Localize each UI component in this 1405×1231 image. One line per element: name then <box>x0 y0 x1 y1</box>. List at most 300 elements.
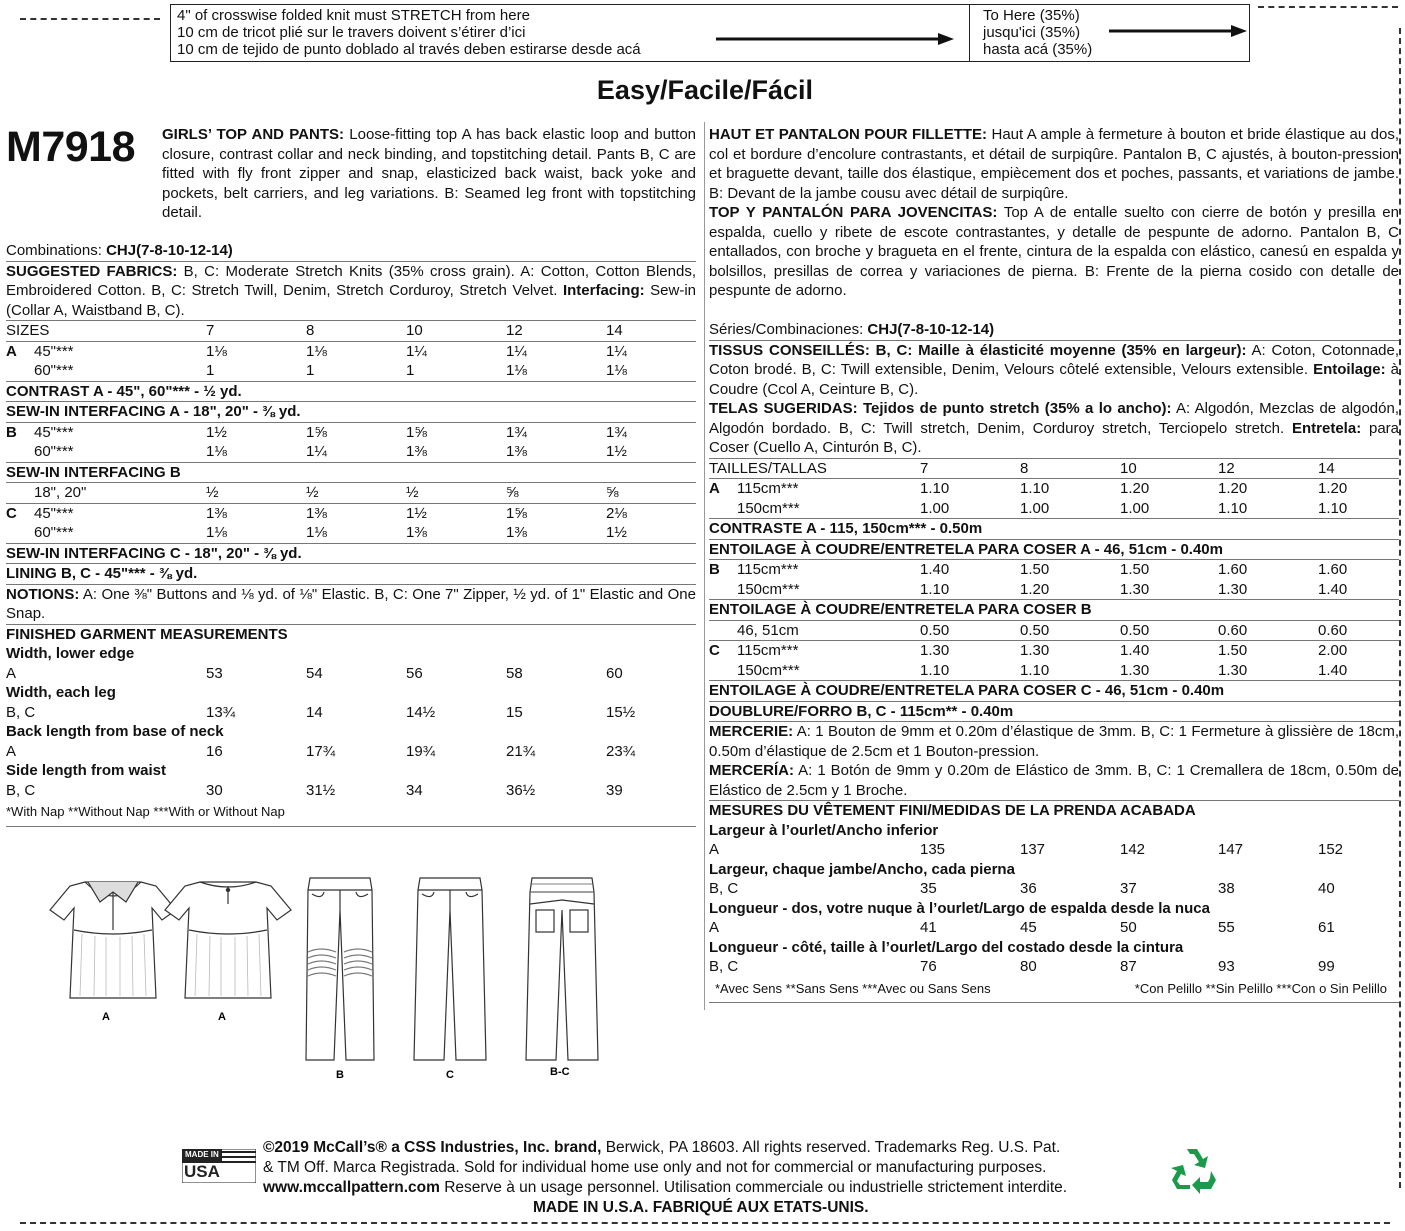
measurement-cell: 93 <box>1218 958 1235 975</box>
yardage-cell: 1⅛ <box>306 524 327 541</box>
yardage-cell: 1¼ <box>306 443 327 460</box>
fabric-width: 150cm*** <box>737 580 800 598</box>
yardage-cell: 1⅜ <box>406 524 427 541</box>
measurement-cell: 38 <box>1218 880 1235 897</box>
top-a-back-sketch <box>165 882 291 998</box>
fabric-width: 150cm*** <box>737 499 800 517</box>
measurement-cell: 14½ <box>406 703 436 721</box>
yardage-cell: 1⅝ <box>306 423 327 441</box>
fr-sizes-label: TAILLES/TALLAS <box>709 459 827 477</box>
view-letter: A <box>709 480 720 497</box>
yardage-cell: ½ <box>206 484 219 501</box>
measurement-cell: 40 <box>1318 880 1335 897</box>
size-cell: 7 <box>206 322 215 339</box>
yardage-cell: 0.60 <box>1318 621 1348 639</box>
stretch-divider <box>969 5 970 61</box>
yardage-cell: 1.20 <box>1020 580 1050 598</box>
yardage-cell: 1.50 <box>1020 561 1050 578</box>
fabrics-label: SUGGESTED FABRICS: <box>6 262 178 280</box>
yardage-cell: 1⅜ <box>506 443 527 460</box>
yardage-cell: 1.30 <box>1218 580 1248 598</box>
stretch-arrow-left <box>716 31 956 47</box>
sizes-header-row <box>6 321 696 341</box>
measurement-view: B, C <box>709 958 739 975</box>
measurement-label: Largeur, chaque jambe/Ancho, cada pierna <box>709 860 1015 878</box>
yardage-row <box>6 361 696 382</box>
yardage-cell: 1.20 <box>1218 480 1248 497</box>
measurement-cell: 39 <box>606 781 623 799</box>
measurement-view: A <box>709 841 720 858</box>
yardage-table <box>6 342 696 585</box>
yardage-row-head <box>6 361 206 381</box>
measurement-row <box>6 781 696 801</box>
measurement-cell: 54 <box>306 664 323 682</box>
yardage-row-head <box>6 442 206 462</box>
measurement-cell: 17¾ <box>306 742 336 760</box>
yardage-row-head <box>709 661 920 681</box>
view-letter <box>709 661 737 681</box>
french-spanish-column <box>709 125 1399 1003</box>
yardage-cell: 1.30 <box>1120 661 1150 679</box>
yardage-cell: 1⅝ <box>406 423 427 441</box>
size-cell: 10 <box>406 322 423 339</box>
yardage-line: LINING B, C - 45"*** - ⅜ yd. <box>6 564 696 585</box>
yardage-cell: 1.30 <box>920 642 950 659</box>
view-letter <box>709 580 737 600</box>
top-a-front-sketch <box>50 882 176 998</box>
fr-description-text: Haut A ample à fermeture à bouton et bride élastique au dos, col et bordure d’encolure contrastants, et détail de surpiqûre. Pantalon B, C ajustés, à bouton-pression et braguette devant, taille dos élastique, empiècement dos et poches, passants, et variations de jambe. B: Devant de la jambe cousu avec détail de surpiqûre. <box>709 126 1400 202</box>
yardage-row <box>709 641 1399 661</box>
measurement-cell: 61 <box>1318 919 1335 936</box>
yardage-line: DOUBLURE/FORRO B, C - 115cm** - 0.40m <box>709 702 1399 723</box>
yardage-cell: 1½ <box>206 423 227 441</box>
yardage-cell: 1.10 <box>1318 499 1348 517</box>
cut-line-top-left <box>20 18 160 20</box>
yardage-cell: 1⅜ <box>306 504 327 522</box>
yardage-cell: 1.00 <box>1020 499 1050 517</box>
measurement-cell: 80 <box>1020 958 1037 975</box>
stretch-gauge <box>170 4 1250 62</box>
fr-fabrics-label: TISSUS CONSEILLÉS: <box>709 341 870 359</box>
measurements-title: FINISHED GARMENT MEASUREMENTS <box>6 625 288 643</box>
yardage-row-head <box>6 504 206 524</box>
notions <box>6 585 696 624</box>
measurement-row <box>6 742 696 762</box>
measurement-cell: 35 <box>920 880 937 897</box>
measurement-cell: 15½ <box>606 703 636 721</box>
divider <box>6 826 696 827</box>
sketch-label-a-back: A <box>218 1011 226 1023</box>
yardage-cell: 1.40 <box>1318 661 1348 679</box>
yardage-line: ENTOILAGE À COUDRE/ENTRETELA PARA COSER B <box>709 600 1399 621</box>
measurement-cell: 55 <box>1218 919 1235 936</box>
to-here-fr: jusqu'ici (35%) <box>983 24 1081 41</box>
yardage-cell: 1.10 <box>1218 499 1248 517</box>
measurement-view: A <box>709 919 720 936</box>
fabric-width: 150cm*** <box>737 661 800 679</box>
measurement-cell: 58 <box>506 664 523 682</box>
yardage-line: CONTRAST A - 45", 60"*** - ½ yd. <box>6 382 696 403</box>
view-letter: C <box>709 642 720 659</box>
fr-combinations-label: Séries/Combinaciones: <box>709 321 864 338</box>
yardage-row-head <box>6 423 206 443</box>
yardage-cell: 1.20 <box>1318 480 1348 497</box>
yardage-cell: 1⅛ <box>206 524 227 541</box>
to-here-es: hasta acá (35%) <box>983 41 1093 58</box>
measurement-label: Side length from waist <box>6 762 167 779</box>
size-cell: 8 <box>1020 459 1029 477</box>
yardage-cell: 1.60 <box>1218 561 1248 578</box>
es-notions-text: A: 1 Botón de 9mm y 0.20m de Elástico de 3mm. B, C: 1 Cremallera de 18cm, 0.50m de Elástico de 2.5cm y 1 Broche. <box>709 762 1399 799</box>
combinations-label: Combinations: <box>6 242 102 259</box>
pants-b-sketch <box>306 878 374 1060</box>
es-notions-label: MERCERÍA: <box>709 762 794 779</box>
measurement-row <box>709 840 1399 860</box>
measurement-cell: 135 <box>920 841 946 858</box>
garment-sketches <box>40 870 640 1085</box>
yardage-row-head <box>709 499 920 519</box>
measurement-cell: 53 <box>206 664 223 682</box>
yardage-row <box>6 483 696 504</box>
usa-label: USA <box>184 1162 220 1181</box>
yardage-cell: 1.30 <box>1020 642 1050 659</box>
yardage-cell: 1⅛ <box>206 342 227 360</box>
yardage-cell: 1.60 <box>1318 561 1348 578</box>
stretch-gauge-text <box>177 7 641 58</box>
to-here-en: To Here (35%) <box>983 7 1080 24</box>
fr-sizes-header-row <box>709 459 1399 479</box>
size-cell: 12 <box>506 322 523 339</box>
yardage-cell: 1⅝ <box>506 504 527 522</box>
fr-measurements-title: MESURES DU VÊTEMENT FINI/MEDIDAS DE LA PRENDA ACABADA <box>709 802 1196 819</box>
view-letter <box>6 523 34 543</box>
yardage-cell: 1.40 <box>1318 580 1348 598</box>
stretch-line-fr: 10 cm de tricot plié sur le travers doivent s’étirer d’ici <box>177 24 526 41</box>
yardage-cell: 1.10 <box>1020 661 1050 679</box>
cut-line-top-right <box>1258 6 1398 8</box>
yardage-line: SEW-IN INTERFACING C - 18", 20" - ⅜ yd. <box>6 544 696 565</box>
yardage-row-head <box>6 523 206 543</box>
measurement-cell: 41 <box>920 919 937 936</box>
yardage-cell: 1.50 <box>1218 642 1248 659</box>
measurement-row <box>6 664 696 684</box>
fabric-width: 60"*** <box>34 524 74 541</box>
es-interfacing-label: Entretela: <box>1292 419 1362 437</box>
measurement-cell: 87 <box>1120 958 1137 975</box>
nap-note: *With Nap **Without Nap ***With or Without Nap <box>6 804 285 819</box>
to-here-text <box>983 7 1092 58</box>
view-letter <box>709 499 737 519</box>
notions-text: A: One ⅜" Buttons and ⅛ yd. of ⅛" Elastic. B, C: One 7" Zipper, ½ yd. of 1" Elastic and One Snap. <box>6 585 696 622</box>
yardage-cell: 1½ <box>606 443 627 460</box>
yardage-cell: 2⅛ <box>606 504 627 522</box>
fr-interfacing-label: Entoilage: <box>1313 361 1386 378</box>
fabric-width: 115cm*** <box>737 480 799 497</box>
measurement-cell: 50 <box>1120 919 1137 936</box>
measurement-cell: 37 <box>1120 880 1137 897</box>
yardage-cell: 1⅛ <box>606 362 627 379</box>
interfacing-label: Interfacing: <box>562 282 645 299</box>
website-link[interactable]: www.mccallpattern.com <box>263 1179 440 1196</box>
yardage-row <box>6 504 696 524</box>
fr-measurements-table <box>709 821 1399 977</box>
measurement-label: Longueur - dos, votre nuque à l’ourlet/Largo de espalda desde la nuca <box>709 899 1210 917</box>
cut-line-right <box>1399 28 1401 1188</box>
yardage-row-head <box>709 641 920 661</box>
measurement-cell: 36½ <box>506 781 536 799</box>
measurement-row <box>709 918 1399 938</box>
copyright-bold: ©2019 McCall’s® a CSS Industries, Inc. brand, <box>263 1139 602 1156</box>
stretch-line-en: 4" of crosswise folded knit must STRETCH from here <box>177 7 530 24</box>
measurement-label: Width, lower edge <box>6 645 135 662</box>
yardage-cell: 1⅛ <box>506 362 527 379</box>
yardage-cell: 1.20 <box>1120 480 1150 497</box>
footer-line-3 <box>263 1178 1067 1198</box>
measurement-cell: 21¾ <box>506 742 536 760</box>
footer-line-2: & TM Off. Marca Registrada. Sold for individual home use only and not for commercial or manufacturing purposes. <box>263 1159 1047 1176</box>
yardage-cell: 1⅜ <box>406 443 427 460</box>
fr-notions-label: MERCERIE: <box>709 723 794 740</box>
view-letter: B <box>709 561 720 578</box>
interfacing-text: Sew-in (Collar A, Waistband B, C). <box>6 282 696 319</box>
size-cell: 12 <box>1218 459 1235 477</box>
measurement-view: B, C <box>709 880 739 897</box>
es-fabrics-text: A: Algodón, Mezclas de algodón, Algodón bordado. B, C: Twill stretch, Denim, Corduroy stretch, Terciopelo stretch. <box>709 400 1400 437</box>
measurement-cell: 45 <box>1020 919 1037 936</box>
yardage-cell: 0.50 <box>920 621 950 639</box>
size-cell: 7 <box>920 459 929 477</box>
fabric-width: 45"*** <box>34 342 74 360</box>
yardage-cell: 1¾ <box>606 423 627 441</box>
yardage-cell: ½ <box>406 484 419 501</box>
yardage-row <box>709 621 1399 642</box>
yardage-cell: 1⅛ <box>206 443 227 460</box>
yardage-cell: 1½ <box>406 504 427 522</box>
yardage-cell: 1.10 <box>920 480 950 497</box>
measurement-row <box>6 703 696 723</box>
yardage-row <box>6 342 696 362</box>
view-letter <box>709 621 737 641</box>
yardage-line: ENTOILAGE À COUDRE/ENTRETELA PARA COSER A - 46, 51cm - 0.40m <box>709 540 1399 561</box>
measurement-cell: 19¾ <box>406 742 436 760</box>
stretch-line-es: 10 cm de tejido de punto doblado al través deben estirarse desde acá <box>177 41 641 58</box>
fr-notions <box>709 722 1399 761</box>
measurement-label: Width, each leg <box>6 684 116 701</box>
fr-fabrics-text: A: Coton, Cotonnade, Coton brodé. B, C: Twill extensible, Denim, Velours côtelé extensible, Velours extensible. <box>709 341 1400 378</box>
yardage-cell: 1¼ <box>406 342 427 360</box>
yardage-cell: ½ <box>306 484 319 501</box>
yardage-cell: 1.00 <box>1120 499 1150 517</box>
es-fabrics <box>709 399 1399 458</box>
yardage-cell: 0.60 <box>1218 621 1248 639</box>
divider <box>709 1002 1399 1003</box>
measurement-cell: 23¾ <box>606 742 636 760</box>
yardage-row-head <box>6 342 206 362</box>
made-in-usa-badge <box>182 1149 256 1183</box>
yardage-row <box>6 423 696 443</box>
difficulty-title: Easy/Facile/Fácil <box>596 75 814 105</box>
view-letter <box>6 442 34 462</box>
yardage-cell: 1⅜ <box>206 504 227 522</box>
footer-line-1 <box>263 1138 1067 1158</box>
fr-nap-notes <box>709 977 1399 999</box>
yardage-line: CONTRASTE A - 115, 150cm*** - 0.50m <box>709 519 1399 540</box>
es-fabrics-bold: Tejidos de punto stretch (35% a lo ancho): <box>862 400 1172 417</box>
english-description-text: Loose-fitting top A has back elastic loop and button closure, contrast collar and neck binding, and topstitching detail. Pants B, C are fitted with fly front zipper and snap, elasticized back waist, back yoke and pockets, belt carriers, and leg variations. B: Seamed leg front with topstitching detail. <box>162 126 696 221</box>
fr-fabrics <box>709 341 1399 400</box>
yardage-row-head <box>709 560 920 580</box>
sizes-label: SIZES <box>6 322 50 339</box>
yardage-cell: ⅝ <box>506 484 519 501</box>
yardage-cell: 1 <box>406 362 415 379</box>
measurement-cell: 152 <box>1318 841 1344 858</box>
fabric-width: 115cm*** <box>737 561 799 578</box>
yardage-cell: 2.00 <box>1318 642 1348 659</box>
es-nap-note: *Con Pelillo **Sin Pelillo ***Con o Sin Pelillo <box>1134 980 1387 996</box>
view-letter: A <box>6 342 17 360</box>
measurement-row <box>709 957 1399 977</box>
fabric-width: 45"*** <box>34 504 74 522</box>
size-cell: 14 <box>1318 459 1335 477</box>
footer-line-3-rest: Reserve à un usage personnel. Utilisation commerciale ou industrielle strictement interdite. <box>444 1179 1068 1196</box>
yardage-row <box>709 479 1399 499</box>
fr-nap-note: *Avec Sens **Sans Sens ***Avec ou Sans Sens <box>715 980 991 996</box>
es-notions <box>709 761 1399 800</box>
measurement-label: Largeur à l’ourlet/Ancho inferior <box>709 821 939 839</box>
measurement-cell: 60 <box>606 664 623 682</box>
measurement-label: Back length from base of neck <box>6 723 224 740</box>
measurement-cell: 137 <box>1020 841 1046 858</box>
measurement-cell: 30 <box>206 781 223 799</box>
yardage-cell: ⅝ <box>606 484 619 501</box>
yardage-row <box>709 661 1399 682</box>
yardage-line: ENTOILAGE À COUDRE/ENTRETELA PARA COSER C - 46, 51cm - 0.40m <box>709 681 1399 702</box>
yardage-row-head <box>6 483 206 503</box>
yardage-cell: 1.40 <box>1120 642 1150 659</box>
suggested-fabrics <box>6 262 696 321</box>
es-interfacing-text: para Coser (Cuello A, Cinturón B, C). <box>709 419 1400 456</box>
english-title: GIRLS’ TOP AND PANTS: <box>162 126 344 143</box>
fabric-width: 60"*** <box>34 443 74 460</box>
measurements-table <box>6 644 696 800</box>
yardage-cell: 1.30 <box>1120 580 1150 598</box>
yardage-row <box>709 560 1399 580</box>
sketch-label-bc: B-C <box>550 1066 570 1078</box>
yardage-cell: 1.00 <box>920 499 950 517</box>
copyright-rest: Berwick, PA 18603. All rights reserved. Trademarks Reg. U.S. Pat. <box>605 1139 1061 1156</box>
fabric-width: 46, 51cm <box>737 621 799 639</box>
yardage-cell: 1 <box>306 362 315 379</box>
yardage-cell: 1¼ <box>506 342 527 360</box>
es-title: TOP Y PANTALÓN PARA JOVENCITAS: <box>709 204 998 221</box>
size-cell: 10 <box>1120 459 1137 477</box>
measurement-cell: 147 <box>1218 841 1244 858</box>
yardage-row-head <box>709 580 920 600</box>
spanish-description <box>709 203 1399 301</box>
fr-yardage-table <box>709 479 1399 722</box>
english-column <box>6 241 696 827</box>
fr-combinations-value: CHJ(7-8-10-12-14) <box>867 321 995 338</box>
yardage-cell: 1¾ <box>506 423 527 441</box>
yardage-line: SEW-IN INTERFACING B <box>6 463 696 484</box>
yardage-cell: 1.10 <box>1020 480 1050 497</box>
recycle-icon <box>1167 1141 1223 1197</box>
yardage-cell: 1⅜ <box>506 524 527 541</box>
measurement-cell: 36 <box>1020 880 1037 897</box>
measurement-cell: 76 <box>920 958 937 975</box>
stretch-arrow-right <box>1109 23 1249 39</box>
english-description <box>162 125 696 223</box>
spacer <box>709 301 1399 321</box>
fr-fabrics-bold: B, C: Maille à élasticité moyenne (35% en largeur): <box>875 341 1247 359</box>
measurement-label: Longueur - côté, taille à l’ourlet/Largo del costado desde la cintura <box>709 938 1184 956</box>
measurement-cell: 13¾ <box>206 703 236 721</box>
view-letter: B <box>6 423 17 441</box>
yardage-cell: 1¼ <box>606 342 627 360</box>
yardage-cell: 1.10 <box>920 661 950 679</box>
footer-copyright <box>263 1138 1067 1218</box>
pants-c-sketch <box>414 878 486 1060</box>
yardage-row <box>709 580 1399 601</box>
fabric-width: 45"*** <box>34 423 74 441</box>
measurement-cell: 15 <box>506 703 523 721</box>
yardage-cell: 1.10 <box>920 580 950 598</box>
measurement-view: A <box>6 742 17 760</box>
view-letter: C <box>6 504 17 522</box>
yardage-cell: 0.50 <box>1020 621 1050 639</box>
combinations-line <box>6 241 696 261</box>
yardage-cell: 1.40 <box>920 561 950 578</box>
fr-combinations-line <box>709 320 1399 340</box>
made-in-usa-line: MADE IN U.S.A. FABRIQUÉ AUX ETATS-UNIS. <box>533 1199 869 1216</box>
measurement-cell: 142 <box>1120 841 1146 858</box>
yardage-cell: 1 <box>206 362 215 379</box>
yardage-row <box>6 523 696 544</box>
sketch-label-c: C <box>446 1069 454 1081</box>
view-letter <box>6 483 34 503</box>
measurement-cell: 34 <box>406 781 423 799</box>
pattern-number: M7918 <box>6 123 135 171</box>
measurement-row <box>709 879 1399 899</box>
measurement-cell: 14 <box>306 703 323 721</box>
measurement-cell: 16 <box>206 742 223 760</box>
french-description <box>709 125 1399 203</box>
measurement-cell: 99 <box>1318 958 1335 975</box>
fabrics-text: B, C: Moderate Stretch Knits (35% cross grain). A: Cotton, Cotton Blends, Embroidered Cotton. B, C: Stretch Twill, Denim, Stretch Corduroy, Stretch Velvet. <box>6 262 696 299</box>
made-in-label: MADE IN <box>185 1150 219 1159</box>
fr-notions-text: A: 1 Bouton de 9mm et 0.20m d’élastique de 3mm. B, C: 1 Fermeture à glissière de 18cm, 0.50m d’élastique de 2.5cm et 1 Bouton-pression. <box>709 723 1399 760</box>
sketch-label-a-front: A <box>102 1011 110 1023</box>
yardage-cell: 1⅛ <box>306 342 327 360</box>
yardage-line: SEW-IN INTERFACING A - 18", 20" - ⅜ yd. <box>6 402 696 423</box>
fr-title: HAUT ET PANTALON POUR FILLETTE: <box>709 126 988 143</box>
fabric-width: 115cm*** <box>737 642 799 659</box>
measurement-cell: 56 <box>406 664 423 682</box>
yardage-cell: 0.50 <box>1120 621 1150 639</box>
pants-back-sketch <box>526 878 598 1060</box>
es-fabrics-label: TELAS SUGERIDAS: <box>709 400 858 417</box>
yardage-cell: 1.50 <box>1120 561 1150 578</box>
yardage-cell: 1½ <box>606 524 627 541</box>
es-description-text: Top A de entalle suelto con cierre de botón y presilla en espalda, cuello y ribete de escote contrastantes, y detalle de pespunte de adorno. Pantalon B, C entallados, con broche y bragueta en el frente, cintura de la espalda con elástico, canesú en espalda y bolsillos, presillas de correa y variaciones de pierna. B: Frente de la pierna cosido con detalle de pespunte de adorno. <box>709 204 1399 299</box>
combinations-value: CHJ(7-8-10-12-14) <box>106 242 233 259</box>
yardage-row-head <box>709 621 920 641</box>
cut-line-bottom <box>20 1222 1390 1224</box>
yardage-row-head <box>709 479 920 499</box>
yardage-cell: 1.30 <box>1218 661 1248 679</box>
measurement-view: B, C <box>6 703 36 721</box>
yardage-row <box>709 499 1399 520</box>
